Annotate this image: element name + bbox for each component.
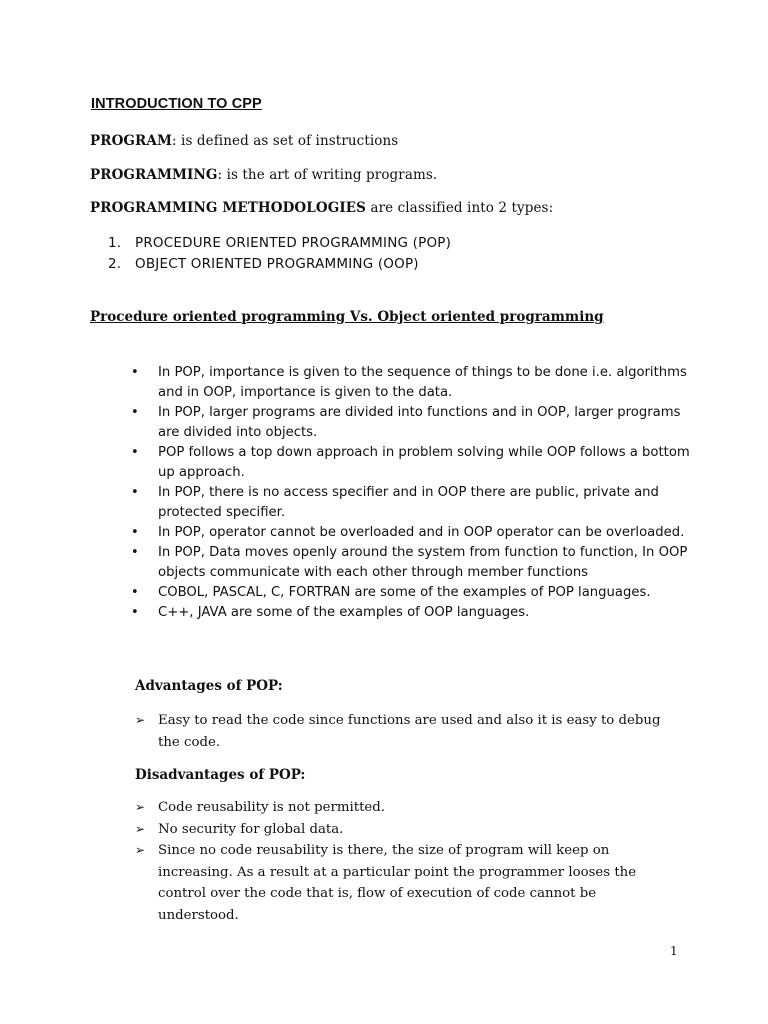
list-item: • In POP, importance is given to the sequence of things to be done i.e. algorithms and in OOP, importance is given to the data. (131, 363, 691, 403)
definition-term: PROGRAM (90, 133, 172, 149)
list-item: • COBOL, PASCAL, C, FORTRAN are some of the examples of POP languages. (131, 583, 691, 603)
definition-programming (90, 167, 437, 183)
list-item: • In POP, larger programs are divided into functions and in OOP, larger programs are divided into objects. (131, 403, 691, 443)
list-number: 2. (108, 256, 122, 272)
page-number: 1 (670, 944, 678, 958)
list-item (108, 233, 451, 254)
list-item: ➢ Code reusability is not permitted. (135, 797, 680, 819)
list-item-label: PROCEDURE ORIENTED PROGRAMMING (POP) (135, 235, 452, 251)
definition-program (90, 133, 398, 149)
definition-term: PROGRAMMING (90, 167, 218, 183)
list-item: ➢ No security for global data. (135, 819, 680, 841)
definition-term: PROGRAMMING METHODOLOGIES (90, 200, 367, 216)
advantages-list (135, 710, 680, 753)
definition-text: : is defined as set of instructions (172, 133, 399, 149)
document-title: INTRODUCTION TO CPP (91, 96, 262, 112)
methodology-types-list (108, 233, 451, 275)
list-item: • In POP, there is no access specifier and in OOP there are public, private and protected specifier. (131, 483, 691, 523)
advantages-heading: Advantages of POP: (135, 678, 283, 694)
list-item-label: OBJECT ORIENTED PROGRAMMING (OOP) (135, 256, 419, 272)
comparison-bullet-list (131, 363, 691, 623)
list-item: • In POP, Data moves openly around the system from function to function, In OOP objects communicate with each other through member functions (131, 543, 691, 583)
list-item: ➢ Since no code reusability is there, the size of program will keep on increasing. As a result at a particular point the programmer looses the control over the code that is, flow of execution of code cannot be understood. (135, 840, 680, 926)
list-number: 1. (108, 235, 122, 251)
list-item: ➢ Easy to read the code since functions are used and also it is easy to debug the code. (135, 710, 680, 753)
definition-text: : is the art of writing programs. (217, 167, 438, 183)
list-item: • C++, JAVA are some of the examples of OOP languages. (131, 603, 691, 623)
disadvantages-list (135, 797, 680, 926)
list-item: • POP follows a top down approach in problem solving while OOP follows a bottom up approach. (131, 443, 691, 483)
list-item: • In POP, operator cannot be overloaded and in OOP operator can be overloaded. (131, 523, 691, 543)
definition-text: are classified into 2 types: (366, 200, 554, 216)
comparison-heading: Procedure oriented programming Vs. Object oriented programming (90, 309, 604, 325)
definition-methodologies (90, 200, 553, 216)
disadvantages-heading: Disadvantages of POP: (135, 767, 306, 783)
list-item (108, 254, 451, 275)
